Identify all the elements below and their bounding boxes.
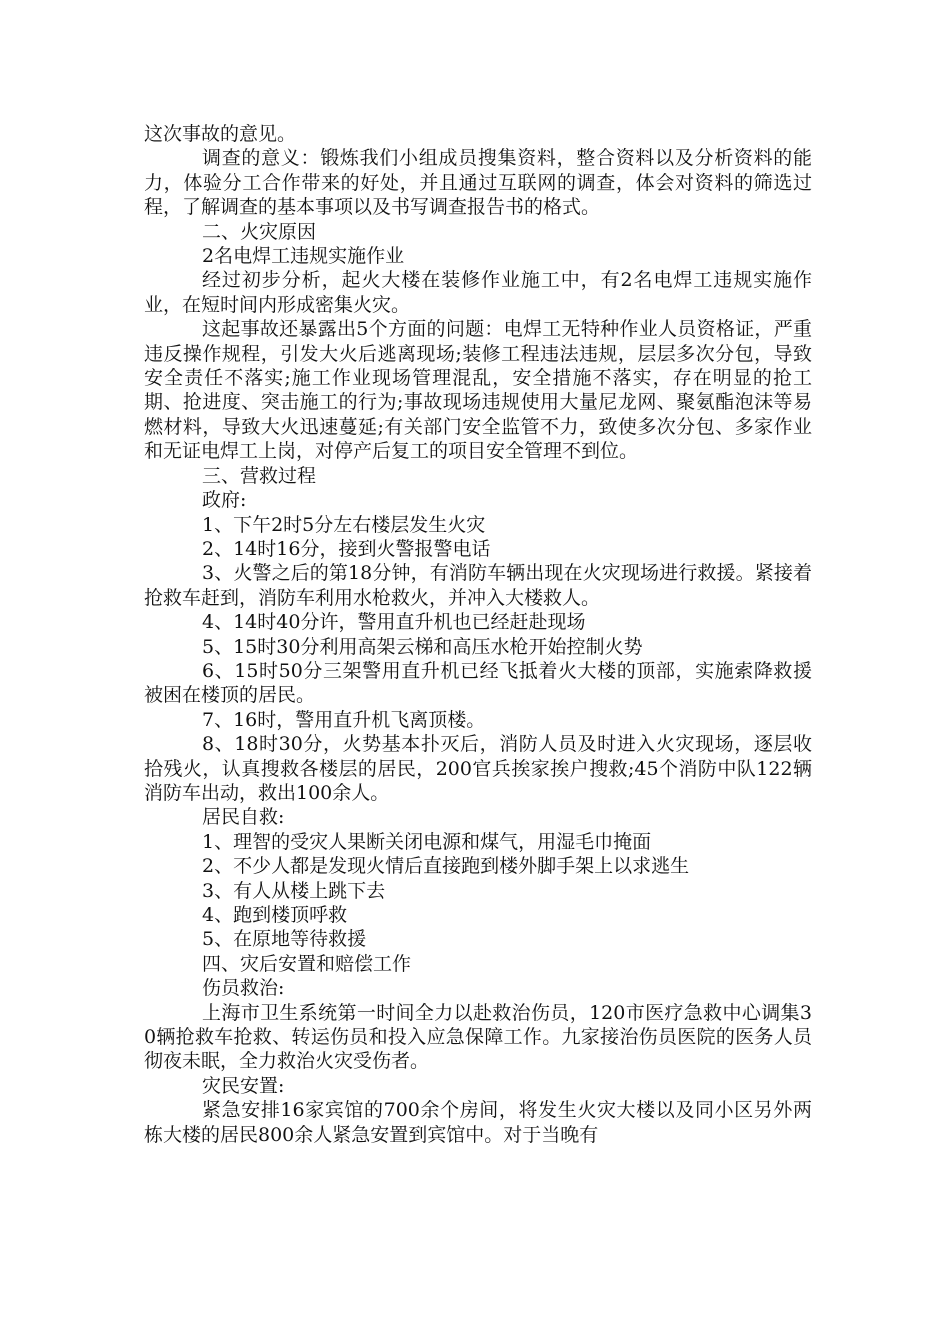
list-item: 7、16时，警用直升机飞离顶楼。	[202, 708, 486, 731]
section-heading-aftermath: 四、灾后安置和赔偿工作	[202, 952, 412, 975]
list-item: 6、15时50分三架警用直升机已经飞抵着火大楼的顶部，实施索降救援被困在楼顶的居民。	[144, 659, 812, 707]
document-page	[144, 122, 812, 1147]
subheading-self-rescue: 居民自救:	[202, 806, 285, 829]
list-item: 4、跑到楼顶呼救	[202, 904, 348, 926]
list-item: 4、14时40分许，警用直升机也已经赶赴现场	[202, 611, 586, 634]
subheading-welders: 2名电焊工违规实施作业	[202, 245, 405, 268]
subheading-government: 政府:	[202, 489, 247, 512]
list-item: 2、14时16分，接到火警报警电话	[202, 537, 491, 560]
section-heading-cause: 二、火灾原因	[202, 220, 317, 243]
section-heading-rescue: 三、营救过程	[202, 464, 317, 487]
subheading-resettlement: 灾民安置:	[202, 1074, 285, 1097]
paragraph-purpose: 调查的意义：锻炼我们小组成员搜集资料，整合资料以及分析资料的能力，体验分工合作带来的好处，并且通过互联网的调查，体会对资料的筛选过程，了解调查的基本事项以及书写调查报告书的格式。	[144, 147, 812, 219]
list-item: 2、不少人都是发现火情后直接跑到楼外脚手架上以求逃生	[202, 855, 690, 878]
paragraph-problems: 这起事故还暴露出5个方面的问题：电焊工无特种作业人员资格证，严重违反操作规程，引发大火后逃离现场;装修工程违法违规，层层多次分包，导致安全责任不落实;施工作业现场管理混乱，安全措施不落实，存在明显的抢工期、抢进度、突击施工的行为;事故现场违规使用大量尼龙网、聚氨酯泡沫等易燃材料，导致大火迅速蔓延;有关部门安全监管不力，致使多次分包、多家作业和无证电焊工上岗，对停产后复工的项目安全管理不到位。	[144, 318, 812, 463]
list-item: 3、有人从楼上跳下去	[202, 879, 386, 902]
list-item: 1、理智的受灾人果断关闭电源和煤气，用湿毛巾掩面	[202, 830, 652, 853]
paragraph-analysis: 经过初步分析，起火大楼在装修作业施工中，有2名电焊工违规实施作业，在短时间内形成密集火灾。	[144, 269, 812, 316]
list-item: 8、18时30分，火势基本扑灭后，消防人员及时进入火灾现场，逐层收拾残火，认真搜救各楼层的居民，200官兵挨家挨户搜救;45个消防中队122辆消防车出动，救出100余人。	[144, 733, 812, 804]
list-item: 5、在原地等待救援	[202, 928, 367, 951]
subheading-treatment: 伤员救治:	[202, 977, 285, 1000]
paragraph-treatment: 上海市卫生系统第一时间全力以赴救治伤员，120市医疗急救中心调集30辆抢救车抢救、转运伤员和投入应急保障工作。九家接治伤员医院的医务人员彻夜未眠，全力救治火灾受伤者。	[144, 1001, 812, 1073]
list-item: 1、下午2时5分左右楼层发生火灾	[202, 513, 486, 536]
list-item: 5、15时30分利用高架云梯和高压水枪开始控制火势	[202, 635, 643, 658]
paragraph-resettlement: 紧急安排16家宾馆的700余个房间，将发生火灾大楼以及同小区另外两栋大楼的居民800余人紧急安置到宾馆中。对于当晚有	[144, 1099, 812, 1146]
list-item: 3、火警之后的第18分钟，有消防车辆出现在火灾现场进行救援。紧接着抢救车赶到，消防车利用水枪救火，并冲入大楼救人。	[144, 562, 812, 609]
paragraph-continuation: 这次事故的意见。	[144, 123, 297, 145]
